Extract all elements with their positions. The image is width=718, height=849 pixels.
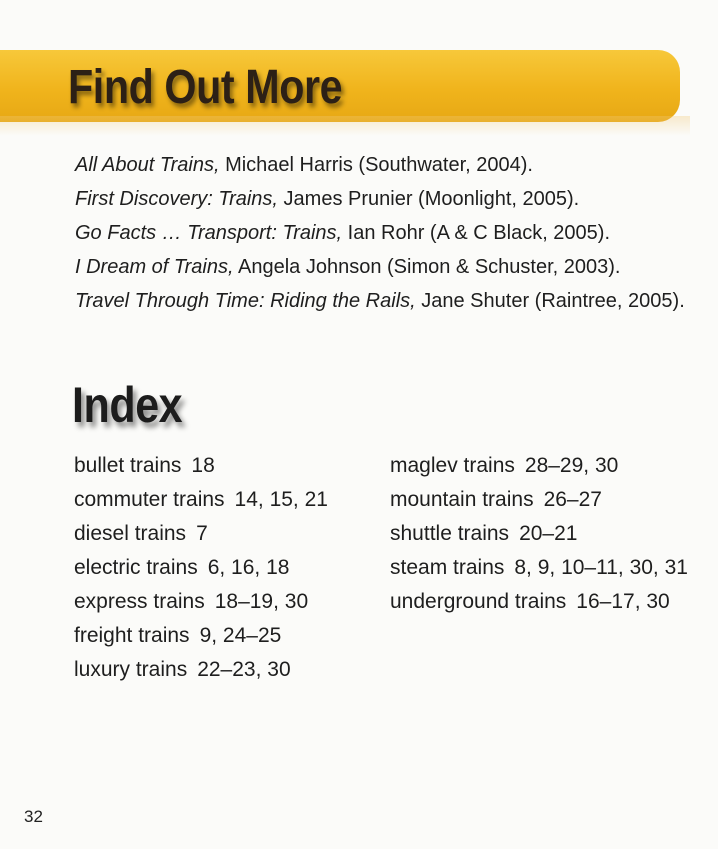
index-entry (74, 585, 374, 619)
reference-title: All About Trains, (75, 154, 220, 176)
index-column-left (74, 449, 374, 687)
reference-details: Jane Shuter (Raintree, 2005). (415, 290, 685, 312)
index-pages: 28–29, 30 (524, 454, 619, 477)
index-entry (74, 517, 374, 551)
reference-title: First Discovery: Trains, (75, 188, 278, 210)
index-term: express trains (74, 590, 205, 613)
reference-title: I Dream of Trains, (75, 256, 234, 278)
index-heading: Index (72, 377, 183, 433)
index-term: underground trains (390, 590, 567, 613)
index-pages: 7 (196, 522, 208, 545)
index-entry (390, 449, 690, 483)
index-pages: 14, 15, 21 (234, 488, 328, 511)
index-pages: 26–27 (543, 488, 602, 511)
reference-item (75, 284, 685, 318)
index-pages: 18 (191, 454, 215, 477)
reference-details: Ian Rohr (A & C Black, 2005). (342, 222, 611, 244)
index-entry (390, 551, 690, 585)
index-term: bullet trains (74, 454, 182, 477)
banner-shadow (0, 116, 690, 136)
reference-item (75, 216, 685, 250)
index-entry (390, 517, 690, 551)
reference-item (75, 250, 685, 284)
index-term: maglev trains (390, 454, 515, 477)
index-pages: 9, 24–25 (199, 624, 282, 647)
index-term: diesel trains (74, 522, 187, 545)
reference-title: Go Facts … Transport: Trains, (75, 222, 343, 244)
index-term: commuter trains (74, 488, 225, 511)
index-entry (74, 551, 374, 585)
reference-details: James Prunier (Moonlight, 2005). (277, 188, 580, 210)
index-pages: 16–17, 30 (576, 590, 670, 613)
index-entry (74, 619, 374, 653)
index-term: luxury trains (74, 658, 188, 681)
index-entry (74, 653, 374, 687)
reference-details: Angela Johnson (Simon & Schuster, 2003). (233, 256, 621, 278)
index-pages: 8, 9, 10–11, 30, 31 (514, 556, 688, 579)
index-column-right (390, 449, 690, 619)
index-term: mountain trains (390, 488, 534, 511)
index-term: electric trains (74, 556, 198, 579)
index-entry (74, 483, 374, 517)
reference-details: Michael Harris (Southwater, 2004). (219, 154, 533, 176)
reference-title: Travel Through Time: Riding the Rails, (75, 290, 416, 312)
index-entry (390, 483, 690, 517)
index-term: freight trains (74, 624, 190, 647)
index-entry (74, 449, 374, 483)
index-pages: 22–23, 30 (197, 658, 291, 681)
reference-item (75, 182, 685, 216)
page-number: 32 (24, 807, 43, 826)
index-entry (390, 585, 690, 619)
reference-item (75, 148, 685, 182)
index-term: shuttle trains (390, 522, 510, 545)
index-pages: 6, 16, 18 (207, 556, 290, 579)
index-pages: 20–21 (519, 522, 578, 545)
index-pages: 18–19, 30 (214, 590, 309, 613)
index-term: steam trains (390, 556, 505, 579)
find-out-more-heading: Find Out More (68, 61, 343, 114)
reference-list (75, 148, 685, 318)
